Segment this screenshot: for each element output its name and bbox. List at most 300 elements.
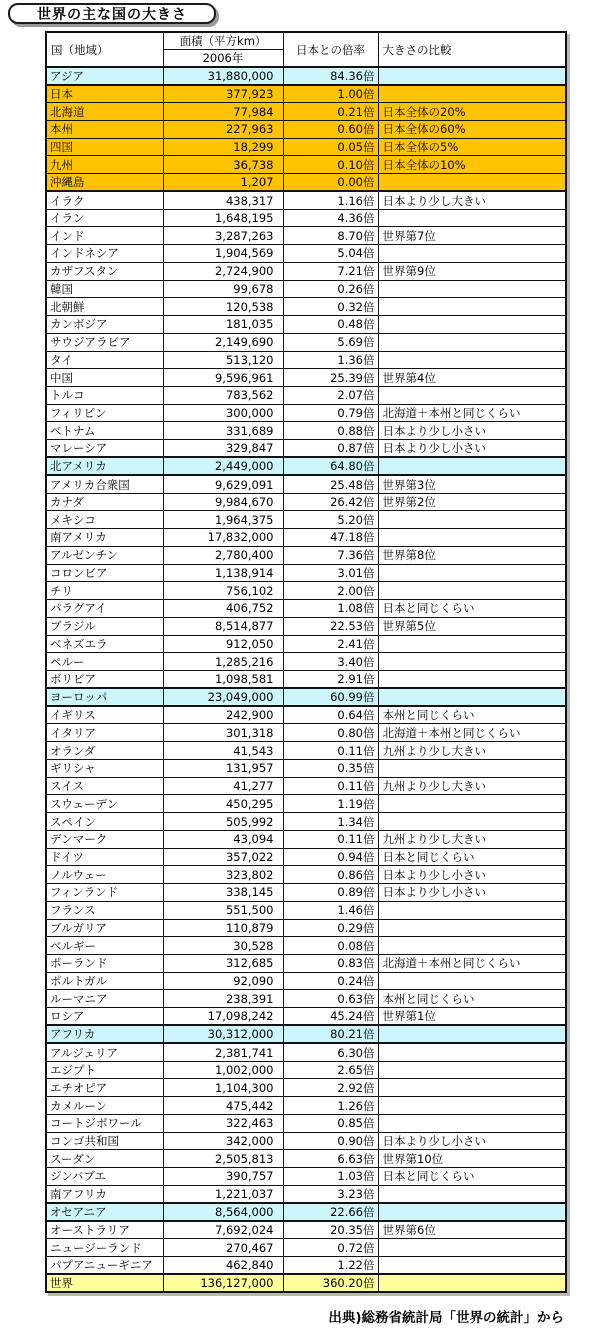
table-row bbox=[46, 866, 566, 884]
comparison-cell: 本州と同じくらい bbox=[378, 990, 566, 1008]
table-row bbox=[46, 759, 566, 777]
table-row bbox=[46, 990, 566, 1008]
ratio-cell: 2.07倍 bbox=[283, 386, 378, 404]
ratio-cell: 0.05倍 bbox=[283, 138, 378, 156]
country-cell: カザフスタン bbox=[46, 262, 163, 280]
comparison-cell bbox=[378, 813, 566, 831]
table-row bbox=[46, 333, 566, 351]
country-cell: スペイン bbox=[46, 813, 163, 831]
country-cell: インドネシア bbox=[46, 245, 163, 263]
country-cell: ニュージーランド bbox=[46, 1239, 163, 1257]
country-cell: ペルー bbox=[46, 653, 163, 671]
area-cell: 551,500 bbox=[163, 901, 283, 919]
table-row bbox=[46, 617, 566, 635]
comparison-cell: 世界第4位 bbox=[378, 369, 566, 387]
country-cell: アジア bbox=[46, 67, 163, 85]
table-row bbox=[46, 884, 566, 902]
country-cell: インド bbox=[46, 227, 163, 245]
area-cell: 450,295 bbox=[163, 795, 283, 813]
table-row bbox=[46, 1203, 566, 1221]
table-row bbox=[46, 706, 566, 724]
area-cell: 1,138,914 bbox=[163, 564, 283, 582]
country-cell: スイス bbox=[46, 777, 163, 795]
country-cell: イラク bbox=[46, 191, 163, 209]
country-cell: スーダン bbox=[46, 1150, 163, 1168]
area-cell: 43,094 bbox=[163, 830, 283, 848]
comparison-cell bbox=[378, 671, 566, 689]
area-cell: 1,002,000 bbox=[163, 1061, 283, 1079]
area-cell: 110,879 bbox=[163, 919, 283, 937]
country-cell: ブルガリア bbox=[46, 919, 163, 937]
ratio-cell: 5.20倍 bbox=[283, 511, 378, 529]
table-row bbox=[46, 937, 566, 955]
ratio-cell: 3.01倍 bbox=[283, 564, 378, 582]
comparison-cell: 世界第2位 bbox=[378, 493, 566, 511]
comparison-cell: 世界第8位 bbox=[378, 546, 566, 564]
comparison-cell: 日本と同じくらい bbox=[378, 1168, 566, 1186]
country-cell: 南アフリカ bbox=[46, 1185, 163, 1203]
ratio-cell: 7.36倍 bbox=[283, 546, 378, 564]
area-cell: 312,685 bbox=[163, 955, 283, 973]
area-cell: 2,724,900 bbox=[163, 262, 283, 280]
table-row bbox=[46, 262, 566, 280]
country-cell: オセアニア bbox=[46, 1203, 163, 1221]
comparison-cell bbox=[378, 174, 566, 192]
area-cell: 438,317 bbox=[163, 191, 283, 209]
comparison-cell: 北海道＋本州と同じくらい bbox=[378, 724, 566, 742]
comparison-cell bbox=[378, 582, 566, 600]
ratio-cell: 0.94倍 bbox=[283, 848, 378, 866]
country-cell: 沖縄島 bbox=[46, 174, 163, 192]
table-row bbox=[46, 1043, 566, 1061]
area-cell: 912,050 bbox=[163, 635, 283, 653]
country-cell: ルーマニア bbox=[46, 990, 163, 1008]
country-cell: コートジボワール bbox=[46, 1114, 163, 1132]
country-cell: アルジェリア bbox=[46, 1043, 163, 1061]
comparison-cell bbox=[378, 972, 566, 990]
country-cell: ポーランド bbox=[46, 955, 163, 973]
comparison-cell bbox=[378, 1239, 566, 1257]
area-cell: 9,629,091 bbox=[163, 475, 283, 493]
comparison-cell bbox=[378, 1079, 566, 1097]
table-row bbox=[46, 848, 566, 866]
country-cell: ロシア bbox=[46, 1008, 163, 1026]
area-cell: 342,000 bbox=[163, 1132, 283, 1150]
comparison-cell bbox=[378, 901, 566, 919]
table-body bbox=[46, 67, 566, 1292]
area-cell: 2,381,741 bbox=[163, 1043, 283, 1061]
area-cell: 41,277 bbox=[163, 777, 283, 795]
comparison-cell: 日本より少し小さい bbox=[378, 1132, 566, 1150]
table-row bbox=[46, 830, 566, 848]
comparison-cell bbox=[378, 1114, 566, 1132]
country-cell: メキシコ bbox=[46, 511, 163, 529]
ratio-cell: 1.22倍 bbox=[283, 1257, 378, 1275]
area-cell: 41,543 bbox=[163, 742, 283, 760]
table-row bbox=[46, 777, 566, 795]
comparison-cell bbox=[378, 316, 566, 334]
comparison-cell: 世界第6位 bbox=[378, 1221, 566, 1239]
comparison-cell bbox=[378, 511, 566, 529]
table-row bbox=[46, 457, 566, 475]
comparison-cell: 日本より少し小さい bbox=[378, 422, 566, 440]
table-row bbox=[46, 245, 566, 263]
table-row bbox=[46, 564, 566, 582]
country-cell: 世界 bbox=[46, 1274, 163, 1292]
ratio-cell: 0.11倍 bbox=[283, 777, 378, 795]
country-cell: デンマーク bbox=[46, 830, 163, 848]
area-cell: 462,840 bbox=[163, 1257, 283, 1275]
table-row bbox=[46, 795, 566, 813]
area-cell: 2,449,000 bbox=[163, 457, 283, 475]
table-header bbox=[46, 32, 566, 67]
ratio-cell: 0.86倍 bbox=[283, 866, 378, 884]
ratio-cell: 60.99倍 bbox=[283, 688, 378, 706]
ratio-cell: 8.70倍 bbox=[283, 227, 378, 245]
area-cell: 756,102 bbox=[163, 582, 283, 600]
ratio-cell: 1.19倍 bbox=[283, 795, 378, 813]
country-cell: コンゴ共和国 bbox=[46, 1132, 163, 1150]
area-cell: 31,880,000 bbox=[163, 67, 283, 85]
comparison-cell bbox=[378, 759, 566, 777]
country-cell: カメルーン bbox=[46, 1097, 163, 1115]
ratio-cell: 0.79倍 bbox=[283, 404, 378, 422]
ratio-cell: 0.35倍 bbox=[283, 759, 378, 777]
table-row bbox=[46, 475, 566, 493]
ratio-cell: 0.11倍 bbox=[283, 742, 378, 760]
area-cell: 227,963 bbox=[163, 120, 283, 138]
country-cell: ジンバブエ bbox=[46, 1168, 163, 1186]
country-cell: エジプト bbox=[46, 1061, 163, 1079]
ratio-cell: 22.53倍 bbox=[283, 617, 378, 635]
ratio-cell: 1.36倍 bbox=[283, 351, 378, 369]
table-row bbox=[46, 600, 566, 618]
comparison-cell bbox=[378, 67, 566, 85]
ratio-cell: 47.18倍 bbox=[283, 529, 378, 547]
country-cell: エチオピア bbox=[46, 1079, 163, 1097]
ratio-cell: 0.87倍 bbox=[283, 440, 378, 458]
area-cell: 99,678 bbox=[163, 280, 283, 298]
country-cell: 中国 bbox=[46, 369, 163, 387]
table-row bbox=[46, 120, 566, 138]
table-row bbox=[46, 1274, 566, 1292]
country-cell: サウジアラビア bbox=[46, 333, 163, 351]
ratio-cell: 3.23倍 bbox=[283, 1185, 378, 1203]
ratio-cell: 0.80倍 bbox=[283, 724, 378, 742]
table-row bbox=[46, 1097, 566, 1115]
area-cell: 377,923 bbox=[163, 85, 283, 103]
comparison-cell bbox=[378, 635, 566, 653]
area-cell: 2,780,400 bbox=[163, 546, 283, 564]
area-cell: 2,505,813 bbox=[163, 1150, 283, 1168]
country-cell: パラグアイ bbox=[46, 600, 163, 618]
comparison-cell bbox=[378, 795, 566, 813]
table-row bbox=[46, 582, 566, 600]
table-row bbox=[46, 742, 566, 760]
table-row bbox=[46, 635, 566, 653]
country-cell: パプアニューギニア bbox=[46, 1257, 163, 1275]
country-cell: 四国 bbox=[46, 138, 163, 156]
area-cell: 30,528 bbox=[163, 937, 283, 955]
area-cell: 77,984 bbox=[163, 103, 283, 121]
comparison-cell: 九州より少し大きい bbox=[378, 830, 566, 848]
table-row bbox=[46, 209, 566, 227]
comparison-cell: 世界第1位 bbox=[378, 1008, 566, 1026]
area-cell: 1,904,569 bbox=[163, 245, 283, 263]
country-cell: タイ bbox=[46, 351, 163, 369]
ratio-cell: 1.00倍 bbox=[283, 85, 378, 103]
comparison-cell bbox=[378, 85, 566, 103]
ratio-cell: 0.88倍 bbox=[283, 422, 378, 440]
comparison-cell bbox=[378, 457, 566, 475]
ratio-cell: 2.00倍 bbox=[283, 582, 378, 600]
area-cell: 2,149,690 bbox=[163, 333, 283, 351]
ratio-cell: 3.40倍 bbox=[283, 653, 378, 671]
area-cell: 3,287,263 bbox=[163, 227, 283, 245]
area-cell: 92,090 bbox=[163, 972, 283, 990]
ratio-cell: 1.08倍 bbox=[283, 600, 378, 618]
country-cell: フィリピン bbox=[46, 404, 163, 422]
country-cell: 日本 bbox=[46, 85, 163, 103]
comparison-cell bbox=[378, 653, 566, 671]
table-row bbox=[46, 955, 566, 973]
area-cell: 242,900 bbox=[163, 706, 283, 724]
ratio-cell: 0.64倍 bbox=[283, 706, 378, 724]
ratio-cell: 0.72倍 bbox=[283, 1239, 378, 1257]
comparison-cell bbox=[378, 386, 566, 404]
table-row bbox=[46, 404, 566, 422]
ratio-cell: 0.24倍 bbox=[283, 972, 378, 990]
table-row bbox=[46, 1025, 566, 1043]
country-cell: ブラジル bbox=[46, 617, 163, 635]
country-cell: オーストラリア bbox=[46, 1221, 163, 1239]
area-cell: 1,964,375 bbox=[163, 511, 283, 529]
table-row bbox=[46, 1150, 566, 1168]
area-cell: 181,035 bbox=[163, 316, 283, 334]
comparison-cell: 日本より少し小さい bbox=[378, 440, 566, 458]
ratio-cell: 1.16倍 bbox=[283, 191, 378, 209]
comparison-cell bbox=[378, 919, 566, 937]
table-row bbox=[46, 1079, 566, 1097]
table-row bbox=[46, 1239, 566, 1257]
comparison-cell bbox=[378, 1203, 566, 1221]
table-row bbox=[46, 688, 566, 706]
ratio-cell: 64.80倍 bbox=[283, 457, 378, 475]
area-cell: 475,442 bbox=[163, 1097, 283, 1115]
comparison-cell bbox=[378, 529, 566, 547]
comparison-cell bbox=[378, 937, 566, 955]
table-row bbox=[46, 1221, 566, 1239]
table-row bbox=[46, 67, 566, 85]
ratio-cell: 20.35倍 bbox=[283, 1221, 378, 1239]
country-cell: 北海道 bbox=[46, 103, 163, 121]
table-row bbox=[46, 1061, 566, 1079]
country-cell: 北アメリカ bbox=[46, 457, 163, 475]
header-year: 2006年 bbox=[163, 50, 283, 68]
table-row bbox=[46, 351, 566, 369]
country-cell: スウェーデン bbox=[46, 795, 163, 813]
area-cell: 120,538 bbox=[163, 298, 283, 316]
country-cell: 北朝鮮 bbox=[46, 298, 163, 316]
header-country: 国（地域） bbox=[46, 32, 163, 67]
comparison-cell bbox=[378, 1185, 566, 1203]
area-cell: 1,221,037 bbox=[163, 1185, 283, 1203]
country-cell: ポルトガル bbox=[46, 972, 163, 990]
country-cell: アルゼンチン bbox=[46, 546, 163, 564]
area-cell: 131,957 bbox=[163, 759, 283, 777]
ratio-cell: 25.39倍 bbox=[283, 369, 378, 387]
ratio-cell: 2.41倍 bbox=[283, 635, 378, 653]
table-row bbox=[46, 511, 566, 529]
comparison-cell bbox=[378, 245, 566, 263]
area-cell: 300,000 bbox=[163, 404, 283, 422]
table-row bbox=[46, 1257, 566, 1275]
header-ratio: 日本との倍率 bbox=[283, 32, 378, 67]
table-row bbox=[46, 156, 566, 174]
country-cell: オランダ bbox=[46, 742, 163, 760]
ratio-cell: 0.26倍 bbox=[283, 280, 378, 298]
comparison-cell: 日本より少し小さい bbox=[378, 884, 566, 902]
comparison-cell: 日本と同じくらい bbox=[378, 848, 566, 866]
area-cell: 9,984,670 bbox=[163, 493, 283, 511]
countries-table bbox=[45, 31, 567, 1293]
table-row bbox=[46, 280, 566, 298]
comparison-cell: 世界第3位 bbox=[378, 475, 566, 493]
source-note: 出典)総務省統計局「世界の統計」から bbox=[328, 1310, 564, 1326]
area-cell: 18,299 bbox=[163, 138, 283, 156]
table-row bbox=[46, 138, 566, 156]
table-row bbox=[46, 901, 566, 919]
comparison-cell: 世界第10位 bbox=[378, 1150, 566, 1168]
ratio-cell: 84.36倍 bbox=[283, 67, 378, 85]
comparison-cell bbox=[378, 280, 566, 298]
comparison-cell: 北海道＋本州と同じくらい bbox=[378, 404, 566, 422]
ratio-cell: 1.26倍 bbox=[283, 1097, 378, 1115]
comparison-cell: 日本全体の5% bbox=[378, 138, 566, 156]
ratio-cell: 0.85倍 bbox=[283, 1114, 378, 1132]
ratio-cell: 0.60倍 bbox=[283, 120, 378, 138]
country-cell: コロンビア bbox=[46, 564, 163, 582]
ratio-cell: 45.24倍 bbox=[283, 1008, 378, 1026]
table-row bbox=[46, 1132, 566, 1150]
area-cell: 301,318 bbox=[163, 724, 283, 742]
country-cell: 韓国 bbox=[46, 280, 163, 298]
area-cell: 17,098,242 bbox=[163, 1008, 283, 1026]
area-cell: 136,127,000 bbox=[163, 1274, 283, 1292]
table-row bbox=[46, 919, 566, 937]
comparison-cell: 北海道＋本州と同じくらい bbox=[378, 955, 566, 973]
area-cell: 783,562 bbox=[163, 386, 283, 404]
table-row bbox=[46, 493, 566, 511]
comparison-cell bbox=[378, 688, 566, 706]
ratio-cell: 25.48倍 bbox=[283, 475, 378, 493]
comparison-cell: 世界第7位 bbox=[378, 227, 566, 245]
table-row bbox=[46, 103, 566, 121]
area-cell: 7,692,024 bbox=[163, 1221, 283, 1239]
ratio-cell: 0.83倍 bbox=[283, 955, 378, 973]
country-cell: ベトナム bbox=[46, 422, 163, 440]
country-cell: ベネズエラ bbox=[46, 635, 163, 653]
table-row bbox=[46, 440, 566, 458]
ratio-cell: 0.90倍 bbox=[283, 1132, 378, 1150]
area-cell: 8,564,000 bbox=[163, 1203, 283, 1221]
comparison-cell: 日本より少し小さい bbox=[378, 866, 566, 884]
ratio-cell: 0.00倍 bbox=[283, 174, 378, 192]
table-row bbox=[46, 724, 566, 742]
country-cell: 本州 bbox=[46, 120, 163, 138]
country-cell: ボリビア bbox=[46, 671, 163, 689]
page-title-text: 世界の主な国の大きさ bbox=[37, 6, 187, 23]
table-row bbox=[46, 174, 566, 192]
table-row bbox=[46, 1168, 566, 1186]
comparison-cell: 世界第9位 bbox=[378, 262, 566, 280]
ratio-cell: 80.21倍 bbox=[283, 1025, 378, 1043]
comparison-cell bbox=[378, 1097, 566, 1115]
area-cell: 9,596,961 bbox=[163, 369, 283, 387]
comparison-cell bbox=[378, 1043, 566, 1061]
comparison-cell: 九州より少し大きい bbox=[378, 777, 566, 795]
table-row bbox=[46, 972, 566, 990]
country-cell: トルコ bbox=[46, 386, 163, 404]
comparison-cell bbox=[378, 1061, 566, 1079]
table-row bbox=[46, 1008, 566, 1026]
comparison-cell bbox=[378, 1257, 566, 1275]
area-cell: 1,104,300 bbox=[163, 1079, 283, 1097]
comparison-cell: 日本全体の10% bbox=[378, 156, 566, 174]
area-cell: 329,847 bbox=[163, 440, 283, 458]
comparison-cell bbox=[378, 351, 566, 369]
country-cell: ヨーロッパ bbox=[46, 688, 163, 706]
area-cell: 331,689 bbox=[163, 422, 283, 440]
comparison-cell bbox=[378, 1274, 566, 1292]
ratio-cell: 5.04倍 bbox=[283, 245, 378, 263]
area-cell: 390,757 bbox=[163, 1168, 283, 1186]
area-cell: 406,752 bbox=[163, 600, 283, 618]
ratio-cell: 0.11倍 bbox=[283, 830, 378, 848]
ratio-cell: 360.20倍 bbox=[283, 1274, 378, 1292]
comparison-cell bbox=[378, 209, 566, 227]
country-cell: アメリカ合衆国 bbox=[46, 475, 163, 493]
table-row bbox=[46, 386, 566, 404]
area-cell: 1,098,581 bbox=[163, 671, 283, 689]
area-cell: 238,391 bbox=[163, 990, 283, 1008]
ratio-cell: 0.63倍 bbox=[283, 990, 378, 1008]
ratio-cell: 6.30倍 bbox=[283, 1043, 378, 1061]
comparison-cell: 本州と同じくらい bbox=[378, 706, 566, 724]
country-cell: チリ bbox=[46, 582, 163, 600]
country-cell: カンボジア bbox=[46, 316, 163, 334]
area-cell: 1,207 bbox=[163, 174, 283, 192]
table-row bbox=[46, 227, 566, 245]
table-row bbox=[46, 316, 566, 334]
ratio-cell: 0.08倍 bbox=[283, 937, 378, 955]
area-cell: 8,514,877 bbox=[163, 617, 283, 635]
ratio-cell: 26.42倍 bbox=[283, 493, 378, 511]
table-row bbox=[46, 1114, 566, 1132]
country-cell: イギリス bbox=[46, 706, 163, 724]
area-cell: 338,145 bbox=[163, 884, 283, 902]
area-cell: 17,832,000 bbox=[163, 529, 283, 547]
country-cell: ノルウェー bbox=[46, 866, 163, 884]
ratio-cell: 2.91倍 bbox=[283, 671, 378, 689]
table-row bbox=[46, 369, 566, 387]
ratio-cell: 0.29倍 bbox=[283, 919, 378, 937]
comparison-cell: 世界第5位 bbox=[378, 617, 566, 635]
table-row bbox=[46, 546, 566, 564]
area-cell: 1,285,216 bbox=[163, 653, 283, 671]
area-cell: 23,049,000 bbox=[163, 688, 283, 706]
comparison-cell: 日本全体の60% bbox=[378, 120, 566, 138]
